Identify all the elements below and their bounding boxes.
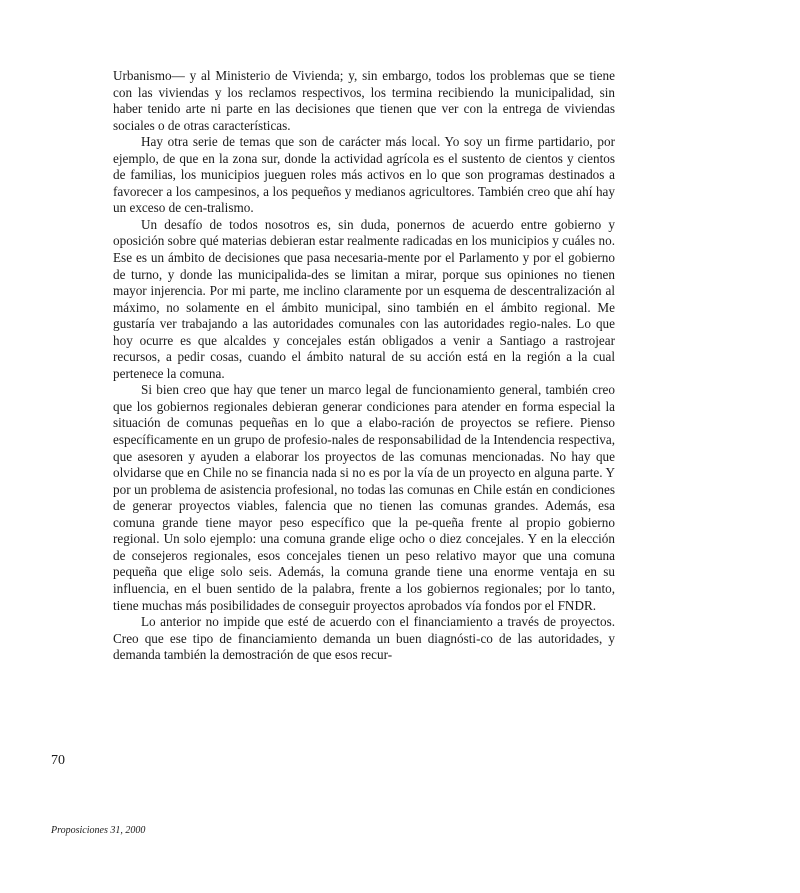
journal-footer: Proposiciones 31, 2000 (51, 825, 146, 836)
paragraph: Lo anterior no impide que esté de acuerdo con el financiamiento a través de proyectos. Creo que ese tipo de financiamiento demanda un buen diagnósti-co de las autoridades, y demanda también la demostración de que esos recur- (113, 614, 615, 663)
page-body (113, 68, 615, 664)
paragraph: Si bien creo que hay que tener un marco legal de funcionamiento general, también creo que los gobiernos regionales debieran generar condiciones para atender en forma especial la situación de comunas pequeñas en lo que a elabo-ración de proyectos se refiere. Pienso específicamente en un grupo de profesio-nales de responsabilidad de la Intendencia respectiva, que asesoren y ayuden a elaborar los proyectos de las comunas mencionadas. No hay que olvidarse que en Chile no se financia nada si no es por la vía de un proyecto en alguna parte. Y por un problema de asistencia profesional, no todas las comunas en Chile están en condiciones de generar proyectos viables, falencia que no tienen las comunas grandes. Además, esa comuna grande tiene mayor peso específico que la pe-queña frente al propio gobierno regional. Un solo ejemplo: una comuna grande elige ocho o diez concejales. Y en la elección de consejeros regionales, esos concejales tienen un peso relativo mayor que una comuna pequeña que elige solo seis. Además, la comuna grande tiene una enorme ventaja en su influencia, en el buen sentido de la palabra, frente a los gobiernos regionales; por lo tanto, tiene muchas más posibilidades de conseguir proyectos aprobados vía fondos por el FNDR. (113, 382, 615, 613)
page-number: 70 (51, 753, 65, 768)
paragraph: Hay otra serie de temas que son de carácter más local. Yo soy un firme partidario, por ejemplo, de que en la zona sur, donde la actividad agrícola es el sustento de cientos y cientos de familias, los municipios jueguen roles más activos en lo que son programas destinados a favorecer a los campesinos, a los pequeños y medianos agricultores. También creo que ahí hay un exceso de cen-tralismo. (113, 134, 615, 216)
paragraph: Un desafío de todos nosotros es, sin duda, ponernos de acuerdo entre gobierno y oposición sobre qué materias debieran estar realmente radicadas en los municipios y cuáles no. Ese es un ámbito de decisiones que pasa necesaria-mente por el Parlamento y por el gobierno de turno, y donde las municipalida-des se limitan a mirar, porque sus opiniones no tienen mayor injerencia. Por mi parte, me inclino claramente por un esquema de descentralización al máximo, no solamente en el ámbito municipal, sino también en el ámbito regional. Me gustaría ver trabajando a las autoridades comunales con las autoridades regio-nales. Lo que hoy ocurre es que alcaldes y concejales están obligados a venir a Santiago a rastrojear recursos, a pedir cosas, cuando el ámbito natural de su acción está en la región a la cual pertenece la comuna. (113, 216, 615, 381)
paragraph: Urbanismo— y al Ministerio de Vivienda; y, sin embargo, todos los problemas que se tiene con las viviendas y los reclamos respectivos, los termina recibiendo la municipalidad, sin haber tenido arte ni parte en las decisiones que tienen que ver con la entrega de viviendas sociales o de otras características. (113, 68, 615, 133)
